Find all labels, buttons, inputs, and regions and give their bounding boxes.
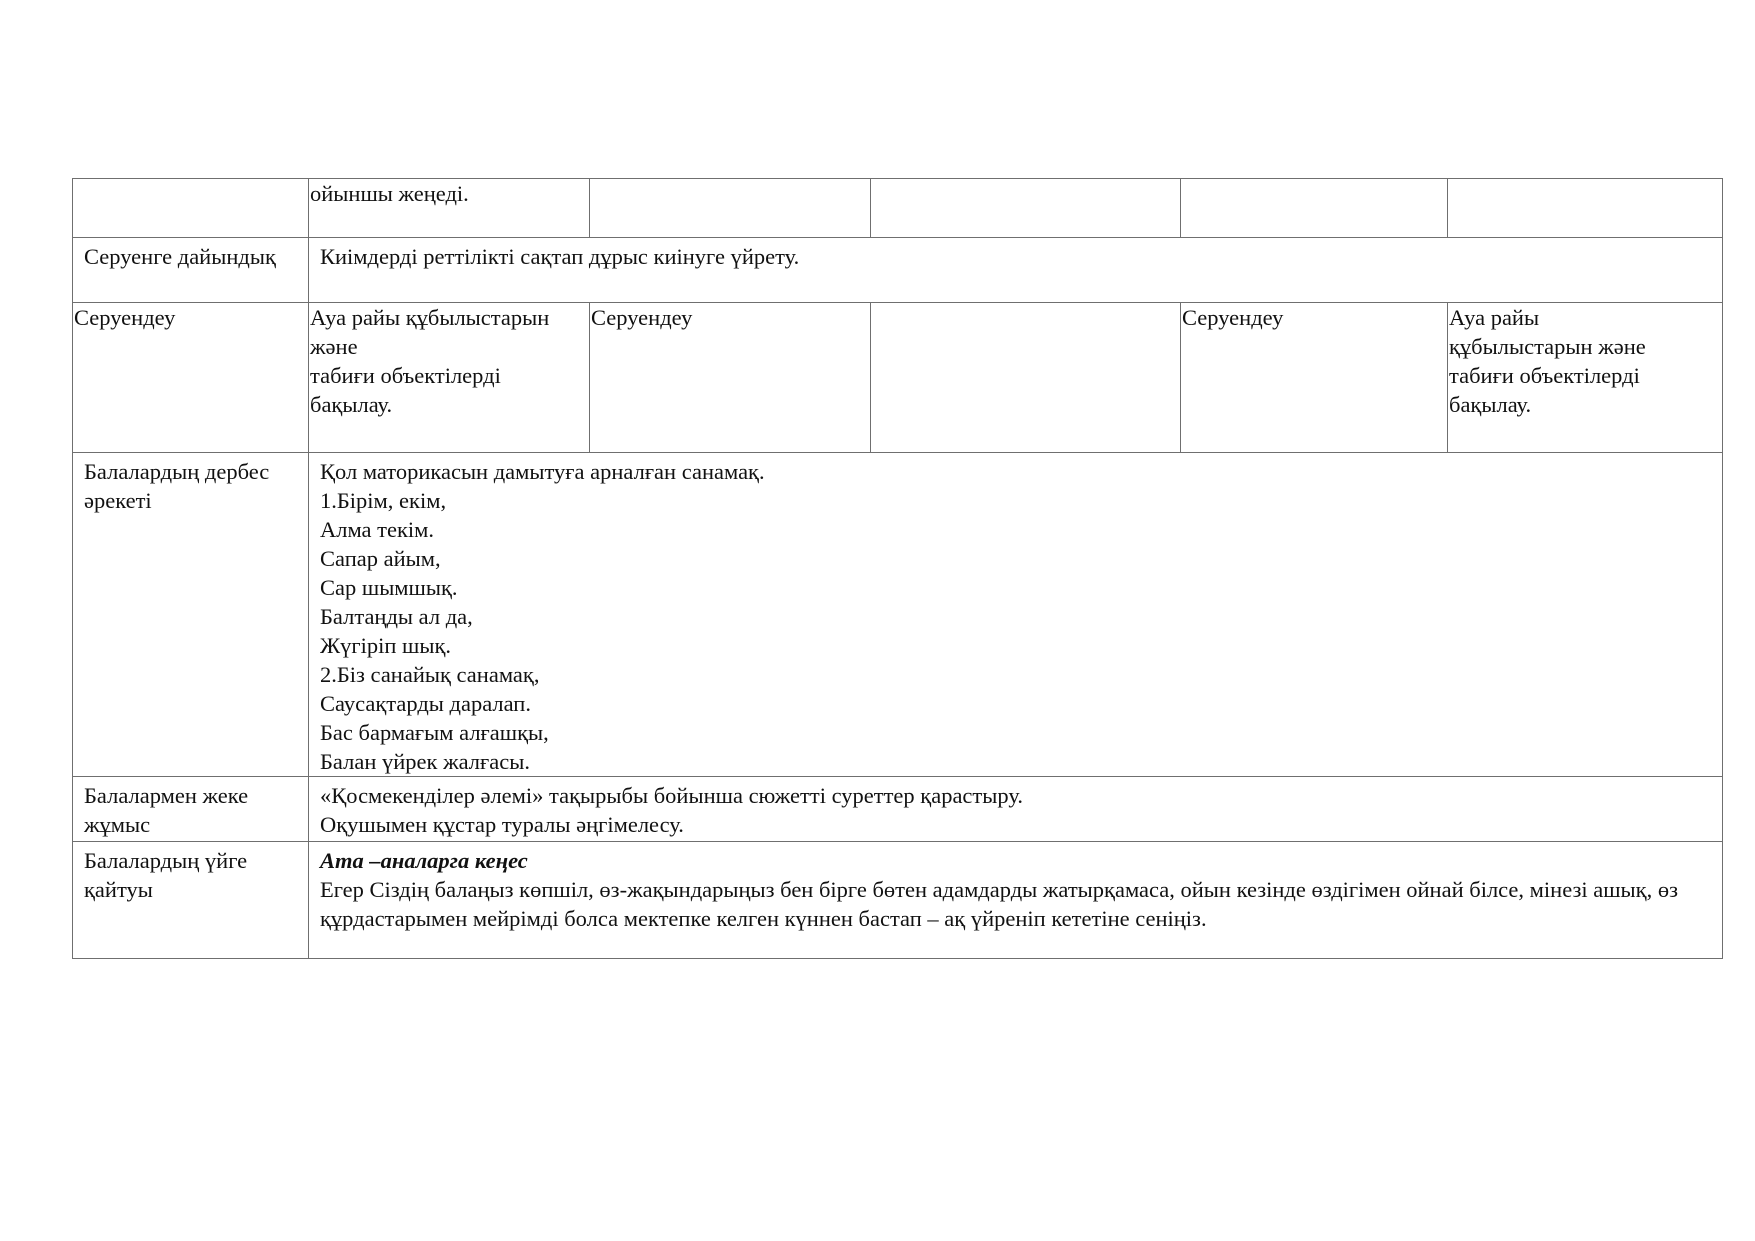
table-row	[73, 179, 1723, 238]
table-row	[73, 842, 1723, 959]
table-cell	[309, 179, 590, 238]
table-cell: Ауа райы құбылыстарын және табиғи объектілерді бақылау.	[1448, 303, 1723, 453]
table-cell: «Қосмекенділер әлемі» тақырыбы бойынша сюжетті суреттер қарастыру. Оқушымен құстар туралы әңгімелесу.	[309, 777, 1723, 842]
table-cell	[590, 179, 871, 238]
poem-line: Сар шымшық.	[320, 575, 458, 600]
cell-text: Киімдерді реттілікті сақтап дұрыс киінуге үйрету.	[320, 244, 800, 269]
poem-line: Сапар айым,	[320, 546, 441, 571]
row-label: Серуендеу	[73, 303, 309, 453]
table-cell: Серуендеу	[590, 303, 871, 453]
poem-line: 1.Бірім, екім,	[320, 488, 447, 513]
table-cell	[1181, 179, 1448, 238]
poem-line: Балтаңды ал да,	[320, 604, 473, 629]
table-cell	[871, 179, 1181, 238]
poem-line: Қол маторикасын дамытуға арналған санамақ.	[320, 459, 765, 484]
table-cell	[309, 238, 1723, 303]
table-row	[73, 453, 1723, 777]
advice-heading: Ата –аналарга кеңес	[320, 848, 528, 873]
table-cell	[871, 303, 1181, 453]
poem-line: Алма текім.	[320, 517, 435, 542]
table-row	[73, 238, 1723, 303]
table-cell: Серуендеу	[1181, 303, 1448, 453]
cell-text: ойыншы жеңеді.	[310, 181, 469, 206]
daily-plan-table	[72, 178, 1723, 959]
advice-text: Егер Сіздің балаңыз көпшіл, өз-жақындарыңыз бен бірге бөтен адамдарды жатырқамаса, ойын кезінде өздігімен ойнай білсе, мінезі ашық, өз құрдастарымен мейрімді болса мектепке келген күннен бастап – ақ үйреніп кететіне сеніңіз.	[320, 877, 1678, 931]
row-label: Балалардың үйге қайтуы	[73, 842, 309, 959]
table-row	[73, 303, 1723, 453]
row-label: Серуенге дайындық	[73, 238, 309, 303]
table-cell	[309, 453, 1723, 777]
table-row	[73, 777, 1723, 842]
table-cell	[73, 179, 309, 238]
table-cell	[1448, 179, 1723, 238]
poem-line: Жүгіріп шық.	[320, 633, 452, 658]
row-label: Балалардың дербес әрекеті	[73, 453, 309, 777]
poem-line: Саусақтарды даралап.	[320, 691, 531, 716]
table-cell: Ауа райы құбылыстарын және табиғи объектілерді бақылау.	[309, 303, 590, 453]
row-label: Балалармен жеке жұмыс	[73, 777, 309, 842]
poem-line: Балан үйрек жалғасы.	[320, 749, 530, 774]
poem-line: 2.Біз санайық санамақ,	[320, 662, 540, 687]
table-cell	[309, 842, 1723, 959]
poem-line: Бас бармағым алғашқы,	[320, 720, 549, 745]
